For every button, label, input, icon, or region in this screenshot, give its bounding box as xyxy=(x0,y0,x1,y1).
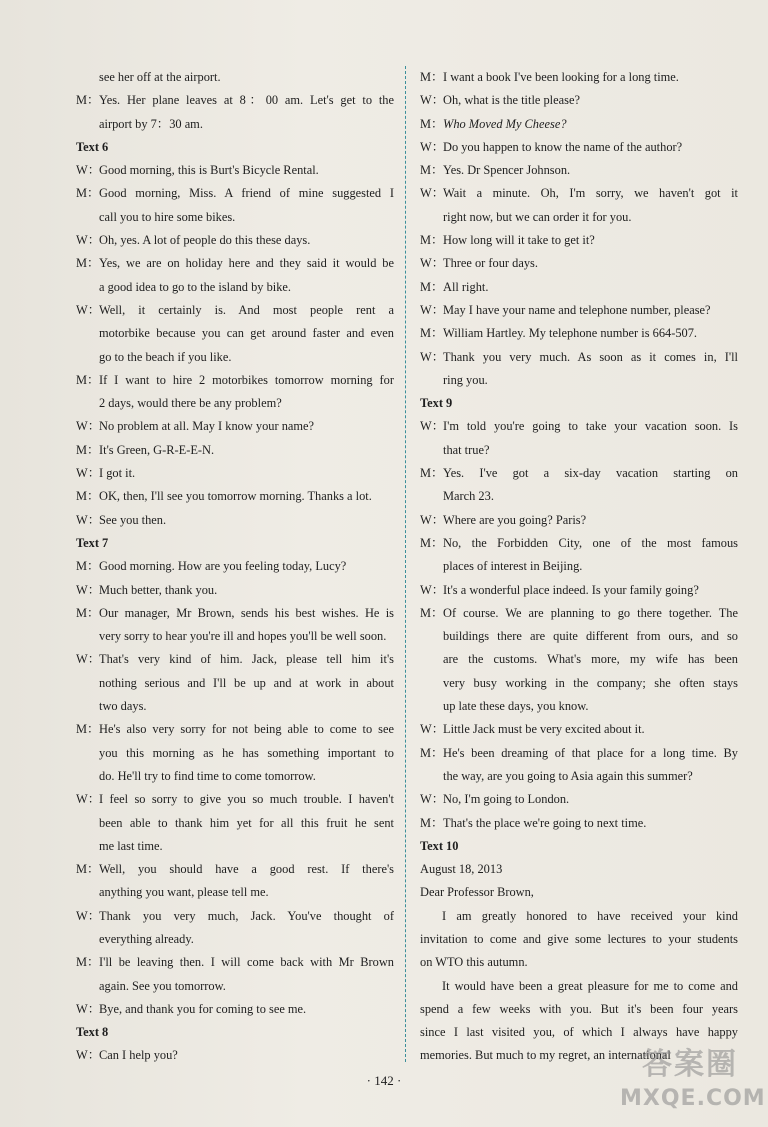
dialogue-line xyxy=(76,648,394,718)
dialogue-first-line xyxy=(420,602,738,625)
dialogue-continuation: do. He'll try to find time to come tomorrow. xyxy=(99,768,316,783)
paragraph-first-line: I am greatly honored to have received your kind xyxy=(442,908,738,923)
dialogue-text: Yes. I've got a six-day vacation starting on xyxy=(443,466,738,481)
dialogue-first-line xyxy=(76,788,394,811)
speaker-label: W： xyxy=(420,186,445,201)
dialogue-first-line xyxy=(420,276,738,299)
dialogue-first-line xyxy=(420,415,738,438)
speaker-label: W： xyxy=(420,302,445,317)
speaker-label: W： xyxy=(420,349,445,364)
speaker-label: M： xyxy=(420,326,444,341)
speaker-label: M： xyxy=(76,442,100,457)
speaker-label: W： xyxy=(76,652,101,667)
letter-salutation: Dear Professor Brown, xyxy=(420,885,534,900)
dialogue-first-line xyxy=(76,159,394,182)
dialogue-continuation: everything already. xyxy=(99,931,194,946)
dialogue-continuation: that true? xyxy=(443,442,490,457)
dialogue-line xyxy=(420,299,738,322)
dialogue-continuation: airport by 7：30 am. xyxy=(99,116,203,131)
dialogue-text: He's been dreaming of that place for a long time. By xyxy=(443,745,738,760)
speaker-label: W： xyxy=(76,582,101,597)
dialogue-line xyxy=(420,579,738,602)
speaker-label: W： xyxy=(76,419,101,434)
dialogue-first-line xyxy=(76,858,394,881)
dialogue-first-line xyxy=(420,579,738,602)
dialogue-line xyxy=(76,299,394,369)
dialogue-text: Our manager, Mr Brown, sends his best wishes. He is xyxy=(99,605,394,620)
dialogue-first-line xyxy=(76,602,394,625)
speaker-label: M： xyxy=(76,559,100,574)
dialogue-first-line xyxy=(420,252,738,275)
right-column xyxy=(420,66,738,1068)
dialogue-line xyxy=(76,229,394,252)
dialogue-line xyxy=(420,136,738,159)
dialogue-line xyxy=(420,788,738,811)
dialogue-text: Yes. Dr Spencer Johnson. xyxy=(443,163,571,178)
dialogue-continuation: very busy working in the company; she often stays xyxy=(443,675,738,690)
dialogue-text: I got it. xyxy=(99,466,136,481)
dialogue-line xyxy=(76,462,394,485)
speaker-label: W： xyxy=(76,1048,101,1063)
speaker-label: M： xyxy=(76,955,100,970)
dialogue-text: Well, it certainly is. And most people rent a xyxy=(99,302,394,317)
dialogue-line xyxy=(76,182,394,229)
dialogue-line xyxy=(420,252,738,275)
dialogue-line xyxy=(76,998,394,1021)
dialogue-line xyxy=(420,532,738,579)
dialogue-line xyxy=(420,89,738,112)
dialogue-continuation: right now, but we can order it for you. xyxy=(443,209,632,224)
speaker-label: M： xyxy=(76,372,100,387)
left-column xyxy=(76,66,394,1068)
letter-paragraph xyxy=(420,905,738,975)
dialogue-first-line xyxy=(76,369,394,392)
dialogue-continuation: me last time. xyxy=(99,838,163,853)
paragraph-first-line: It would have been a great pleasure for me to come and xyxy=(442,978,738,993)
dialogue-first-line xyxy=(76,718,394,741)
dialogue-first-line xyxy=(420,812,738,835)
dialogue-text: See you then. xyxy=(99,512,167,527)
dialogue-continuation: anything you want, please tell me. xyxy=(99,885,269,900)
dialogue-text: Good morning, Miss. A friend of mine suggested I xyxy=(99,186,394,201)
dialogue-first-line xyxy=(420,182,738,205)
dialogue-continuation: very sorry to hear you're ill and hopes you'll be well soon. xyxy=(99,629,387,644)
dialogue-text: How long will it take to get it? xyxy=(443,233,595,248)
dialogue-text: That's very kind of him. Jack, please tell him it's xyxy=(99,652,394,667)
speaker-label: M： xyxy=(420,815,444,830)
dialogue-text: All right. xyxy=(443,279,489,294)
section-heading: Text 9 xyxy=(420,396,453,411)
dialogue-first-line xyxy=(76,462,394,485)
dialogue-line xyxy=(420,276,738,299)
speaker-label: W： xyxy=(420,256,445,271)
speaker-label: M： xyxy=(420,116,444,131)
speaker-label: M： xyxy=(76,93,100,108)
dialogue-line xyxy=(420,229,738,252)
dialogue-first-line xyxy=(420,788,738,811)
dialogue-text: Good morning. How are you feeling today, Lucy? xyxy=(99,559,347,574)
section-heading: Text 7 xyxy=(76,535,109,550)
section-heading: Text 8 xyxy=(76,1025,109,1040)
dialogue-text: William Hartley. My telephone number is 664-507. xyxy=(443,326,698,341)
speaker-label: W： xyxy=(76,466,101,481)
dialogue-text: Thank you very much. As soon as it comes in, I'll xyxy=(443,349,738,364)
section-heading: Text 10 xyxy=(420,838,459,853)
dialogue-text: That's the place we're going to next time. xyxy=(443,815,647,830)
dialogue-text: It's a wonderful place indeed. Is your family going? xyxy=(443,582,699,597)
speaker-label: W： xyxy=(420,139,445,154)
dialogue-continuation: two days. xyxy=(99,699,147,714)
dialogue-line xyxy=(76,858,394,905)
dialogue-text: If I want to hire 2 motorbikes tomorrow morning for xyxy=(99,372,394,387)
speaker-label: W： xyxy=(420,419,445,434)
dialogue-line xyxy=(420,113,738,136)
dialogue-line xyxy=(420,415,738,462)
dialogue-text: Well, you should have a good rest. If there's xyxy=(99,862,394,877)
dialogue-first-line xyxy=(76,905,394,928)
dialogue-text: Of course. We are planning to go there together. The xyxy=(443,605,738,620)
dialogue-first-line xyxy=(76,998,394,1021)
dialogue-text: Yes, we are on holiday here and they said it would be xyxy=(99,256,394,271)
dialogue-first-line xyxy=(420,346,738,369)
dialogue-text: I'll be leaving then. I will come back with Mr Brown xyxy=(99,955,394,970)
dialogue-continuation: you this morning as he has something important to xyxy=(99,745,394,760)
dialogue-first-line xyxy=(420,509,738,532)
dialogue-line xyxy=(420,346,738,393)
dialogue-text: May I have your name and telephone number, please? xyxy=(443,302,711,317)
speaker-label: W： xyxy=(420,792,445,807)
dialogue-line xyxy=(76,485,394,508)
dialogue-line xyxy=(76,89,394,136)
dialogue-line xyxy=(420,66,738,89)
dialogue-first-line xyxy=(76,252,394,275)
dialogue-first-line xyxy=(76,89,394,112)
dialogue-line xyxy=(76,509,394,532)
speaker-label: M： xyxy=(76,489,100,504)
dialogue-first-line xyxy=(420,159,738,182)
speaker-label: M： xyxy=(420,535,444,550)
dialogue-line xyxy=(76,951,394,998)
dialogue-text: I'm told you're going to take your vacation soon. Is xyxy=(443,419,738,434)
dialogue-line xyxy=(76,718,394,788)
dialogue-first-line xyxy=(76,229,394,252)
dialogue-continuation: are the customs. What's more, my wife has been xyxy=(443,652,738,667)
dialogue-text: It's Green, G-R-E-E-N. xyxy=(99,442,215,457)
dialogue-text: Wait a minute. Oh, I'm sorry, we haven't got it xyxy=(443,186,738,201)
dialogue-continuation: ring you. xyxy=(443,372,488,387)
speaker-label: M： xyxy=(420,605,444,620)
dialogue-text: Bye, and thank you for coming to see me. xyxy=(99,1001,307,1016)
dialogue-continuation: March 23. xyxy=(443,489,494,504)
dialogue-text: Good morning, this is Burt's Bicycle Rental. xyxy=(99,163,319,178)
dialogue-first-line xyxy=(420,742,738,765)
dialogue-first-line xyxy=(76,509,394,532)
dialogue-text: OK, then, I'll see you tomorrow morning. Thanks a lot. xyxy=(99,489,372,504)
dialogue-continuation: buildings there are quite different from ours, and so xyxy=(443,629,738,644)
dialogue-line xyxy=(76,415,394,438)
dialogue-line xyxy=(76,159,394,182)
dialogue-line xyxy=(76,1044,394,1067)
dialogue-continuation: up late these days, you know. xyxy=(443,699,589,714)
dialogue-text: No, the Forbidden City, one of the most famous xyxy=(443,535,738,550)
dialogue-first-line xyxy=(76,951,394,974)
dialogue-text: Little Jack must be very excited about it. xyxy=(443,722,645,737)
dialogue-line xyxy=(420,322,738,345)
dialogue-text: I want a book I've been looking for a long time. xyxy=(443,70,679,84)
speaker-label: W： xyxy=(76,908,101,923)
dialogue-first-line xyxy=(76,579,394,602)
speaker-label: W： xyxy=(420,512,445,527)
dialogue-line xyxy=(76,602,394,649)
dialogue-line xyxy=(420,462,738,509)
dialogue-first-line xyxy=(76,1044,394,1067)
speaker-label: W： xyxy=(420,722,445,737)
column-divider xyxy=(405,66,406,1062)
dialogue-first-line xyxy=(420,113,738,136)
speaker-label: W： xyxy=(76,233,101,248)
dialogue-text: Three or four days. xyxy=(443,256,538,271)
dialogue-first-line xyxy=(76,299,394,322)
dialogue-line xyxy=(76,555,394,578)
dialogue-line xyxy=(420,182,738,229)
watermark-logo: 答案圈 xyxy=(642,1047,738,1082)
dialogue-text: Thank you very much, Jack. You've thought of xyxy=(99,908,394,923)
dialogue-continuation: a good idea to go to the island by bike. xyxy=(99,279,292,294)
dialogue-text: No, I'm going to London. xyxy=(443,792,570,807)
dialogue-continuation: motorbike because you can get around faster and even xyxy=(99,326,394,341)
dialogue-text: Do you happen to know the name of the author? xyxy=(443,139,683,154)
paragraph-line: memories. But much to my regret, an international xyxy=(420,1048,671,1063)
dialogue-text: He's also very sorry for not being able to come to see xyxy=(99,722,394,737)
dialogue-text: Oh, what is the title please? xyxy=(443,93,580,108)
dialogue-continuation: again. See you tomorrow. xyxy=(99,978,226,993)
dialogue-first-line xyxy=(420,718,738,741)
dialogue-continuation: go to the beach if you like. xyxy=(99,349,232,364)
dialogue-first-line xyxy=(76,439,394,462)
dialogue-line xyxy=(76,905,394,952)
paragraph-line: spend a few weeks with you. But it's been four years xyxy=(420,1001,738,1016)
dialogue-text: Yes. Her plane leaves at 8：00 am. Let's get to the xyxy=(99,93,394,108)
dialogue-first-line xyxy=(76,555,394,578)
dialogue-first-line xyxy=(420,299,738,322)
dialogue-text: Much better, thank you. xyxy=(99,582,218,597)
speaker-label: W： xyxy=(76,512,101,527)
dialogue-text: Oh, yes. A lot of people do this these days. xyxy=(99,233,311,248)
speaker-label: W： xyxy=(76,163,101,178)
speaker-label: M： xyxy=(420,466,444,481)
speaker-label: W： xyxy=(76,792,101,807)
speaker-label: M： xyxy=(420,745,444,760)
dialogue-text: Who Moved My Cheese? xyxy=(443,116,567,131)
dialogue-text: Where are you going? Paris? xyxy=(443,512,587,527)
dialogue-first-line xyxy=(420,229,738,252)
speaker-label: M： xyxy=(76,862,100,877)
dialogue-first-line xyxy=(420,89,738,112)
dialogue-first-line xyxy=(420,136,738,159)
watermark xyxy=(620,1045,766,1121)
speaker-label: M： xyxy=(76,186,100,201)
paragraph-line: on WTO this autumn. xyxy=(420,955,528,970)
speaker-label: W： xyxy=(76,1001,101,1016)
dialogue-first-line xyxy=(420,462,738,485)
speaker-label: M： xyxy=(420,233,444,248)
speaker-label: M： xyxy=(76,605,100,620)
speaker-label: M： xyxy=(420,279,444,294)
speaker-label: W： xyxy=(76,302,101,317)
dialogue-continuation: 2 days, would there be any problem? xyxy=(99,396,282,411)
dialogue-line xyxy=(76,369,394,416)
dialogue-first-line xyxy=(76,182,394,205)
speaker-label: M： xyxy=(76,256,100,271)
dialogue-first-line xyxy=(76,415,394,438)
speaker-label: W： xyxy=(420,582,445,597)
dialogue-line xyxy=(420,742,738,789)
dialogue-line xyxy=(420,509,738,532)
dialogue-line xyxy=(76,579,394,602)
letter-date: August 18, 2013 xyxy=(420,862,503,877)
watermark-url: MXQE.COM xyxy=(620,1086,766,1111)
speaker-label: M： xyxy=(420,70,444,84)
dialogue-line xyxy=(420,602,738,718)
speaker-label: M： xyxy=(420,163,444,178)
paragraph-line: invitation to come and give some lectures to your students xyxy=(420,931,738,946)
dialogue-first-line xyxy=(420,322,738,345)
dialogue-continuation: nothing serious and I'll be up and at work in about xyxy=(99,675,394,690)
speaker-label: M： xyxy=(76,722,100,737)
page-number: · 142 · xyxy=(366,1073,402,1088)
dialogue-first-line xyxy=(76,485,394,508)
speaker-label: W： xyxy=(420,93,445,108)
dialogue-first-line xyxy=(420,532,738,555)
section-heading: Text 6 xyxy=(76,139,109,154)
dialogue-line xyxy=(76,788,394,858)
dialogue-line xyxy=(420,159,738,182)
dialogue-continuation: call you to hire some bikes. xyxy=(99,209,236,224)
paragraph-line: since I last visited you, of which I always have happy xyxy=(420,1025,738,1040)
dialogue-text: No problem at all. May I know your name? xyxy=(99,419,315,434)
dialogue-line xyxy=(420,718,738,741)
dialogue-line xyxy=(76,439,394,462)
dialogue-continuation: been able to thank him yet for all this fruit he sent xyxy=(99,815,394,830)
dialogue-text: I feel so sorry to give you so much trouble. I haven't xyxy=(99,792,394,807)
dialogue-text: Can I help you? xyxy=(99,1048,178,1063)
dialogue-first-line xyxy=(76,648,394,671)
dialogue-line xyxy=(76,252,394,299)
dialogue-line xyxy=(420,812,738,835)
dialogue-continuation: places of interest in Beijing. xyxy=(443,559,583,574)
dialogue-continuation: see her off at the airport. xyxy=(99,70,221,84)
dialogue-continuation: the way, are you going to Asia again this summer? xyxy=(443,768,693,783)
dialogue-first-line xyxy=(420,66,738,89)
